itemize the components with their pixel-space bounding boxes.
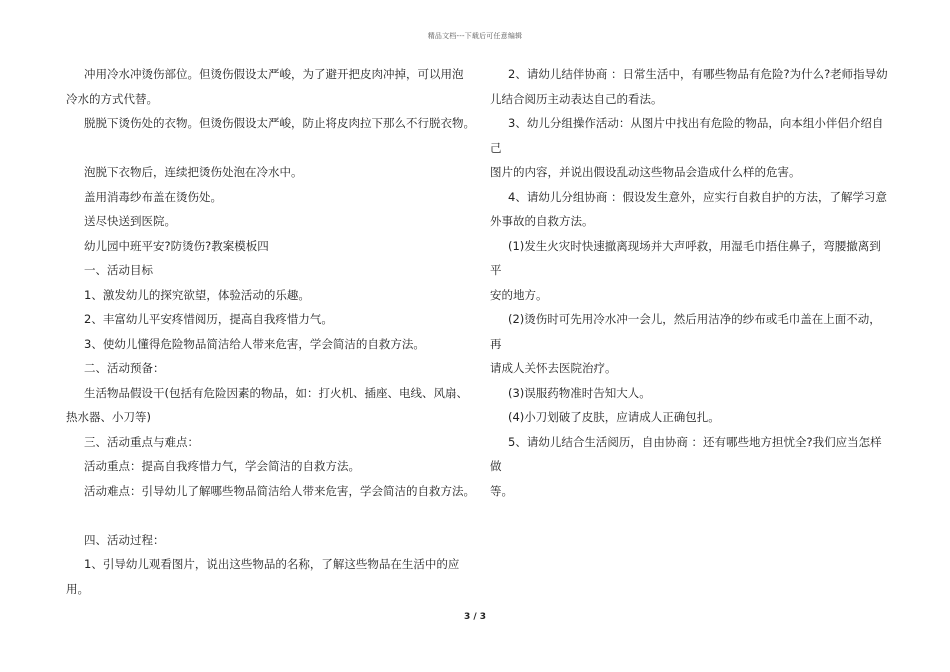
text-line: 4、请幼儿分组协商 ：假设发生意外，应实行自救自护的方法，了解学习意 bbox=[508, 189, 887, 204]
text-line: 外事故的自救方法。 bbox=[490, 214, 594, 228]
text-line: 盖用消毒纱布盖在烫伤处。 bbox=[84, 189, 222, 204]
text-line: 安的地方。 bbox=[490, 287, 548, 302]
text-line: 1、激发幼儿的探究欲望，体验活动的乐趣。 bbox=[84, 287, 310, 302]
text-line: 3、幼儿分组操作活动：从图片中找出有危险的物品，向本组小伴侣介绍自己 bbox=[490, 116, 884, 155]
text-line: 热水器、小刀等) bbox=[66, 410, 151, 424]
left-column bbox=[66, 62, 476, 601]
text-line: 请成人关怀去医院治疗。 bbox=[490, 361, 617, 375]
text-line: 3、使幼儿懂得危险物品简洁给人带来危害，学会简洁的自救方法。 bbox=[84, 336, 425, 351]
right-column bbox=[490, 62, 890, 503]
text-line: (1)发生火灾时快速撤离现场并大声呼救，用湿毛巾捂住鼻子，弯腰撤离到平 bbox=[490, 238, 881, 277]
text-line: 活动重点：提高自我疼惜力气，学会简洁的自救方法。 bbox=[84, 459, 360, 473]
text-line: 幼儿园中班平安?防烫伤?教案模板四 bbox=[84, 238, 269, 253]
text-line: 图片的内容，并说出假设乱动这些物品会造成什么样的危害。 bbox=[490, 165, 801, 179]
text-line: 活动难点：引导幼儿了解哪些物品简洁给人带来危害，学会简洁的自救方法。 bbox=[84, 483, 475, 498]
text-line: 泡脱下衣物后，连续把烫伤处泡在冷水中。 bbox=[84, 165, 303, 179]
text-line: 等。 bbox=[490, 483, 513, 498]
text-line: 2、丰富幼儿平安疼惜阅历，提高自我疼惜力气。 bbox=[84, 312, 333, 326]
text-line: 冲用冷水冲烫伤部位。但烫伤假设太严峻，为了避开把皮肉冲掉，可以用泡 bbox=[84, 67, 464, 81]
text-line: 脱脱下烫伤处的衣物。但烫伤假设太严峻，防止将皮肉拉下那么不行脱衣物。 bbox=[84, 116, 475, 130]
paragraph-gap bbox=[66, 136, 476, 161]
text-line: 二、活动预备： bbox=[84, 361, 165, 375]
text-line: 一、活动目标 bbox=[84, 263, 153, 277]
page-number: 3 / 3 bbox=[463, 612, 487, 622]
text-line: 2、请幼儿结伴协商 ：日常生活中，有哪些物品有危险?为什么?老师指导幼 bbox=[508, 67, 888, 81]
text-line: (3)误服药物准时告知大人。 bbox=[508, 385, 651, 400]
text-line: 三、活动重点与难点： bbox=[84, 434, 199, 449]
text-line: 四、活动过程： bbox=[84, 532, 165, 547]
page-header: 精品文档---下载后可任意编辑 bbox=[427, 32, 523, 40]
text-line: 1、引导幼儿观看图片，说出这些物品的名称，了解这些物品在生活中的应用。 bbox=[66, 557, 460, 596]
text-line: 送尽快送到医院。 bbox=[84, 214, 176, 228]
text-line: 生活物品假设干(包括有危险因素的物品，如：打火机、插座、电线、风扇、 bbox=[84, 385, 468, 400]
text-line: 5、请幼儿结合生活阅历，自由协商 ：还有哪些地方担忧全?我们应当怎样做 bbox=[490, 434, 882, 473]
text-line: 儿结合阅历主动表达自己的看法。 bbox=[490, 91, 663, 106]
text-line: (2)烫伤时可先用冷水冲一会儿，然后用洁净的纱布或毛巾盖在上面不动，再 bbox=[490, 312, 881, 351]
paragraph-gap bbox=[66, 503, 476, 528]
text-line: 冷水的方式代替。 bbox=[66, 91, 158, 106]
text-line: (4)小刀划破了皮肤，应请成人正确包扎。 bbox=[508, 410, 720, 424]
